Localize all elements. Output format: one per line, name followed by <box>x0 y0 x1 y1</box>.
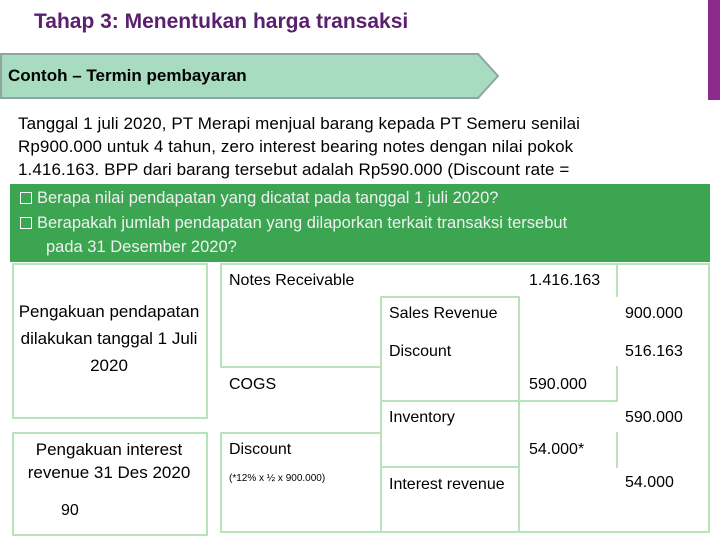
debit-account-notes-receivable: Notes Receivable <box>229 272 355 289</box>
question-1-text: Berapa nilai pendapatan yang dicatat pada tanggal 1 juli 2020? <box>37 189 499 207</box>
paragraph-line-3: 1.416.163. BPP dari barang tersebut adalah Rp590.000 (Discount rate = <box>18 160 570 179</box>
paragraph-line-1: Tanggal 1 juli 2020, PT Merapi menjual barang kepada PT Semeru senilai <box>18 114 581 133</box>
debit-account-discount: Discount <box>229 441 292 458</box>
checkbox-bullet-icon <box>20 192 32 204</box>
grid-line <box>616 432 618 468</box>
label-revenue-recognition: Pengakuan pendapatan dilakukan tanggal 1 Juli 2020 <box>18 302 200 375</box>
grid-line <box>518 400 618 402</box>
grid-line <box>220 263 222 367</box>
paragraph-line-2: Rp900.000 untuk 4 tahun, zero interest bearing notes dengan nilai pokok <box>18 137 574 156</box>
grid-line <box>220 366 382 368</box>
credit-amount-sales-revenue: 900.000 <box>625 305 683 322</box>
credit-amount-inventory: 590.000 <box>625 409 683 426</box>
debit-account-cogs: COGS <box>229 376 277 393</box>
question-2-text: Berapakah jumlah pendapatan yang dilaporkan terkait transaksi tersebut <box>37 214 568 232</box>
label-interest-recognition: Pengakuan interest revenue 31 Des 2020 <box>27 440 191 482</box>
credit-account-interest-revenue: Interest revenue <box>389 476 505 493</box>
grid-line <box>380 400 520 402</box>
credit-account-discount: Discount <box>389 343 452 360</box>
grid-line <box>616 366 618 402</box>
grid-line <box>380 296 520 298</box>
page-title: Tahap 3: Menentukan harga transaksi <box>34 10 409 33</box>
question-2 <box>20 214 567 233</box>
grid-line <box>380 296 382 532</box>
grid-line <box>220 432 382 434</box>
debit-amount-discount: 54.000* <box>529 441 585 458</box>
grid-line <box>518 296 520 532</box>
credit-account-sales-revenue: Sales Revenue <box>389 305 498 322</box>
banner-label: Contoh – Termin pembayaran <box>8 66 247 85</box>
grid-line <box>708 263 710 533</box>
credit-amount-discount: 516.163 <box>625 343 683 360</box>
page-number: 90 <box>61 502 79 519</box>
credit-account-inventory: Inventory <box>389 409 455 426</box>
debit-amount-notes-receivable: 1.416.163 <box>529 272 601 289</box>
grid-line <box>220 263 710 265</box>
checkbox-bullet-icon <box>20 217 32 229</box>
question-2-continued: pada 31 Desember 2020? <box>46 238 237 256</box>
grid-line <box>380 466 520 468</box>
accent-bar <box>708 0 720 100</box>
question-1 <box>20 189 498 208</box>
grid-line <box>220 531 710 533</box>
interest-calculation-note: (*12% x ½ x 900.000) <box>229 473 326 484</box>
grid-line <box>220 432 222 532</box>
credit-amount-interest-revenue: 54.000 <box>625 474 674 491</box>
debit-amount-cogs: 590.000 <box>529 376 587 393</box>
grid-line <box>616 263 618 297</box>
